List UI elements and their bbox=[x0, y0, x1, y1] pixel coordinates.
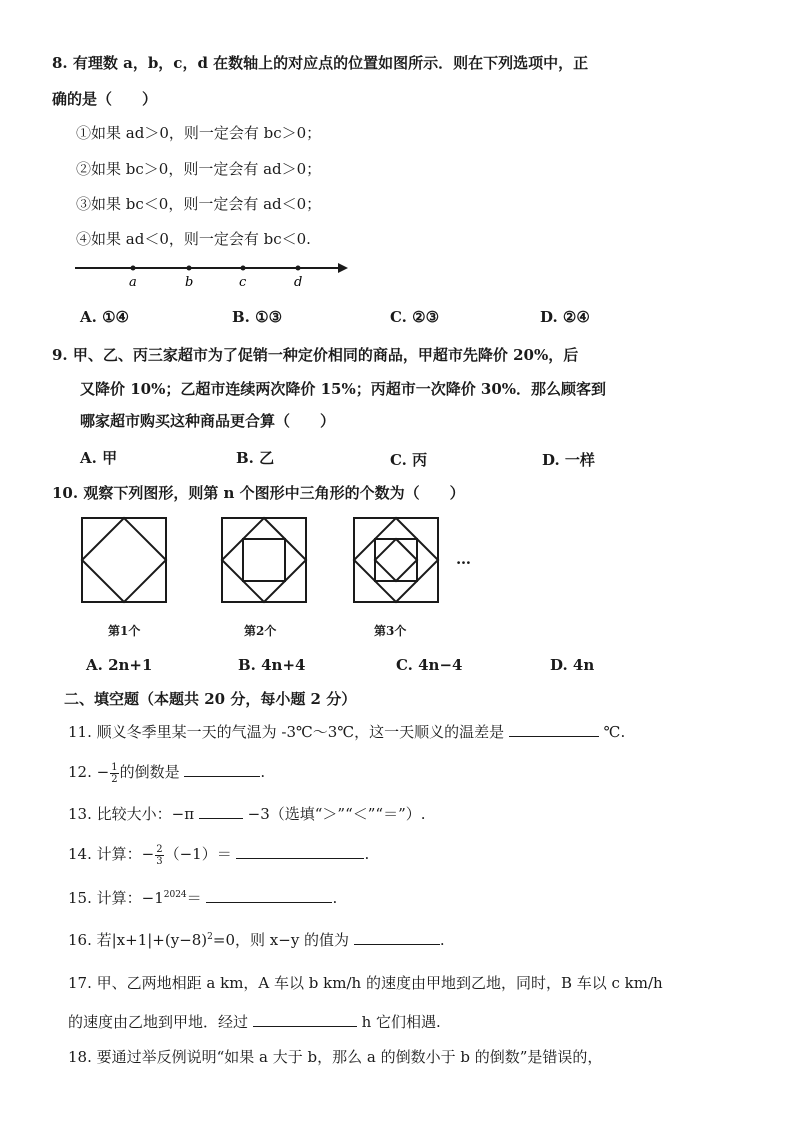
q16-prefix: 16. 若|x+1|+(y−8) bbox=[68, 931, 208, 949]
q8-line2: 确的是（ ） bbox=[52, 90, 158, 108]
q12-fraction bbox=[110, 762, 118, 785]
q12-prefix: 12. − bbox=[68, 763, 110, 781]
q10-option-b: B. 4n+4 bbox=[238, 656, 306, 674]
q13 bbox=[68, 802, 426, 824]
q11-unit: ℃. bbox=[603, 723, 626, 741]
q14-text: （−1）＝ bbox=[164, 845, 232, 863]
q15-answer-blank[interactable] bbox=[206, 886, 332, 903]
q16-end: . bbox=[439, 931, 445, 949]
q12-text: 的倒数是 bbox=[119, 763, 180, 781]
q16 bbox=[68, 928, 445, 950]
number-line-arrow bbox=[338, 263, 348, 273]
q11-text: 11. 顺义冬季里某一天的气温为 -3℃～3℃，这一天顺义的温差是 bbox=[68, 723, 505, 741]
q9-option-c: C. 丙 bbox=[390, 451, 428, 469]
q12 bbox=[68, 760, 265, 785]
q17-unit: h 它们相遇. bbox=[361, 1013, 441, 1031]
q15-exponent: 2024 bbox=[163, 890, 187, 900]
q9-line1: 9. 甲、乙、丙三家超市为了促销一种定价相同的商品，甲超市先降价 20%，后 bbox=[52, 346, 579, 364]
number-line-figure bbox=[70, 256, 350, 292]
q14-numerator: 2 bbox=[156, 843, 163, 855]
q8-option-b: B. ①③ bbox=[232, 308, 283, 326]
q11-answer-blank[interactable] bbox=[509, 720, 599, 737]
q8-statement-2: ②如果 bc＞0，则一定会有 ad＞0； bbox=[76, 160, 322, 178]
point-d bbox=[296, 266, 301, 271]
label-a: a bbox=[129, 275, 137, 290]
q17-line1: 17. 甲、乙两地相距 a km，A 车以 b km/h 的速度由甲地到乙地，同时，B 车以 c km/h bbox=[68, 974, 663, 992]
figure-ellipsis: … bbox=[456, 550, 471, 568]
q15 bbox=[68, 886, 337, 908]
q16-exponent: 2 bbox=[207, 932, 213, 942]
q14 bbox=[68, 842, 369, 867]
q17-line2-text: 的速度由乙地到甲地．经过 bbox=[68, 1013, 249, 1031]
q13-prefix: 13. 比较大小：−π bbox=[68, 805, 195, 823]
q10-option-a: A. 2n+1 bbox=[86, 656, 153, 674]
q15-prefix: 15. 计算：−1 bbox=[68, 889, 164, 907]
q10-option-c: C. 4n−4 bbox=[396, 656, 463, 674]
q10-line1: 10. 观察下列图形，则第 n 个图形中三角形的个数为（ ） bbox=[52, 484, 465, 502]
q14-answer-blank[interactable] bbox=[236, 842, 364, 859]
figure-2 bbox=[220, 516, 308, 604]
q16-answer-blank[interactable] bbox=[354, 928, 440, 945]
section-2-heading: 二、填空题（本题共 20 分，每小题 2 分） bbox=[64, 690, 357, 708]
q8-option-a: A. ①④ bbox=[80, 308, 129, 326]
point-a bbox=[131, 266, 136, 271]
q16-text: =0，则 x−y 的值为 bbox=[212, 931, 350, 949]
q11 bbox=[68, 720, 625, 742]
figure-3 bbox=[352, 516, 440, 604]
q12-answer-blank[interactable] bbox=[184, 760, 260, 777]
q12-end: . bbox=[260, 763, 266, 781]
q9-line3: 哪家超市购买这种商品更合算（ ） bbox=[80, 412, 336, 430]
q15-end: . bbox=[332, 889, 338, 907]
q14-end: . bbox=[364, 845, 370, 863]
q8-statement-4: ④如果 ad＜0，则一定会有 bc＜0. bbox=[76, 230, 311, 248]
caption-figure-1: 第1个 bbox=[108, 624, 141, 638]
label-b: b bbox=[185, 275, 194, 290]
q8-statement-1: ①如果 ad＞0，则一定会有 bc＞0； bbox=[76, 124, 322, 142]
q14-fraction bbox=[155, 844, 163, 867]
label-c: c bbox=[239, 275, 247, 290]
q12-denominator: 2 bbox=[111, 773, 118, 785]
q15-equals: ＝ bbox=[186, 889, 202, 907]
q8-statement-3: ③如果 bc＜0，则一定会有 ad＜0； bbox=[76, 195, 322, 213]
q17-line2 bbox=[68, 1010, 441, 1032]
q8-line1: 8. 有理数 a，b，c，d 在数轴上的对应点的位置如图所示．则在下列选项中，正 bbox=[52, 54, 589, 72]
q9-option-d: D. 一样 bbox=[542, 451, 595, 469]
figure-1 bbox=[80, 516, 168, 604]
point-b bbox=[187, 266, 192, 271]
q13-answer-blank[interactable] bbox=[199, 802, 243, 819]
q8-option-d: D. ②④ bbox=[540, 308, 590, 326]
q17-answer-blank[interactable] bbox=[253, 1010, 357, 1027]
q8-option-c: C. ②③ bbox=[390, 308, 440, 326]
q9-line2: 又降价 10%；乙超市连续两次降价 15%；丙超市一次降价 30%．那么顾客到 bbox=[80, 380, 607, 398]
q9-option-a: A. 甲 bbox=[80, 449, 118, 467]
q14-denominator: 3 bbox=[156, 855, 163, 867]
caption-figure-2: 第2个 bbox=[244, 624, 277, 638]
q18-line1: 18. 要通过举反例说明“如果 a 大于 b，那么 a 的倒数小于 b 的倒数”是错误的， bbox=[68, 1048, 603, 1066]
q12-numerator: 1 bbox=[111, 761, 118, 773]
q13-text: −3（选填“＞”“＜”“＝”）. bbox=[247, 805, 426, 823]
label-d: d bbox=[294, 275, 303, 290]
q9-option-b: B. 乙 bbox=[236, 449, 275, 467]
point-c bbox=[241, 266, 246, 271]
q14-prefix: 14. 计算：− bbox=[68, 845, 155, 863]
caption-figure-3: 第3个 bbox=[374, 624, 407, 638]
q10-option-d: D. 4n bbox=[550, 656, 595, 674]
